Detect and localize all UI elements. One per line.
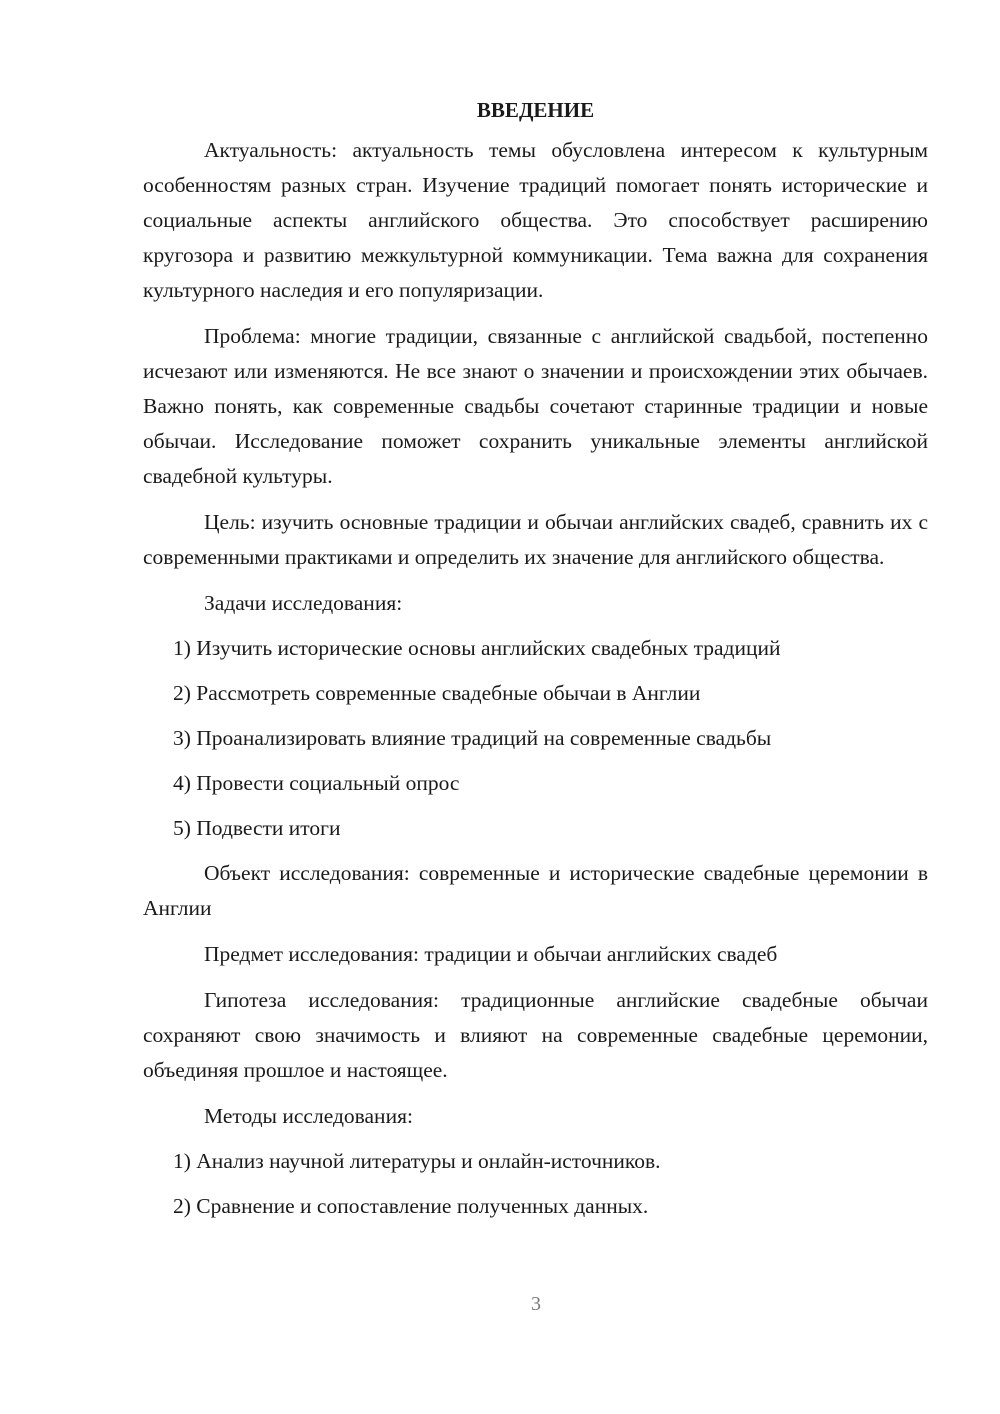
tasks-heading: Задачи исследования: — [204, 591, 403, 615]
list-item: 5) Подвести итоги — [173, 816, 341, 840]
goal-paragraph: Цель: изучить основные традиции и обычаи английских свадеб, сравнить их с современными практиками и определить их значение для английского общества. — [143, 510, 928, 569]
document-page — [143, 92, 928, 1234]
list-item: 1) Изучить исторические основы английских свадебных традиций — [173, 636, 781, 660]
relevance-paragraph: Актуальность: актуальность темы обусловлена интересом к культурным особенностям разных стран. Изучение традиций помогает понять исторические и социальные аспекты английского общества. Это способствует расширению кругозора и развитию межкультурной коммуникации. Тема важна для сохранения культурного наследия и его популяризации. — [143, 138, 928, 302]
page-number: 3 — [531, 1293, 541, 1315]
subject-paragraph: Предмет исследования: традиции и обычаи английских свадеб — [204, 942, 778, 966]
list-item: 2) Сравнение и сопоставление полученных данных. — [173, 1194, 649, 1218]
list-item: 3) Проанализировать влияние традиций на современные свадьбы — [173, 726, 772, 750]
methods-heading: Методы исследования: — [204, 1104, 413, 1128]
methods-list — [143, 1144, 928, 1224]
list-item: 1) Анализ научной литературы и онлайн-источников. — [173, 1149, 661, 1173]
object-paragraph: Объект исследования: современные и исторические свадебные церемонии в Англии — [143, 861, 928, 920]
hypothesis-paragraph: Гипотеза исследования: традиционные английские свадебные обычаи сохраняют свою значимость и влияют на современные свадебные церемонии, объединяя прошлое и настоящее. — [143, 988, 928, 1082]
problem-paragraph: Проблема: многие традиции, связанные с английской свадьбой, постепенно исчезают или изменяются. Не все знают о значении и происхождении этих обычаев. Важно понять, как современные свадьбы сочетают старинные традиции и новые обычаи. Исследование поможет сохранить уникальные элементы английской свадебной культуры. — [143, 324, 928, 488]
page-title: ВВЕДЕНИЕ — [476, 98, 595, 122]
tasks-list — [143, 631, 928, 846]
list-item: 4) Провести социальный опрос — [173, 771, 460, 795]
list-item: 2) Рассмотреть современные свадебные обычаи в Англии — [173, 681, 701, 705]
